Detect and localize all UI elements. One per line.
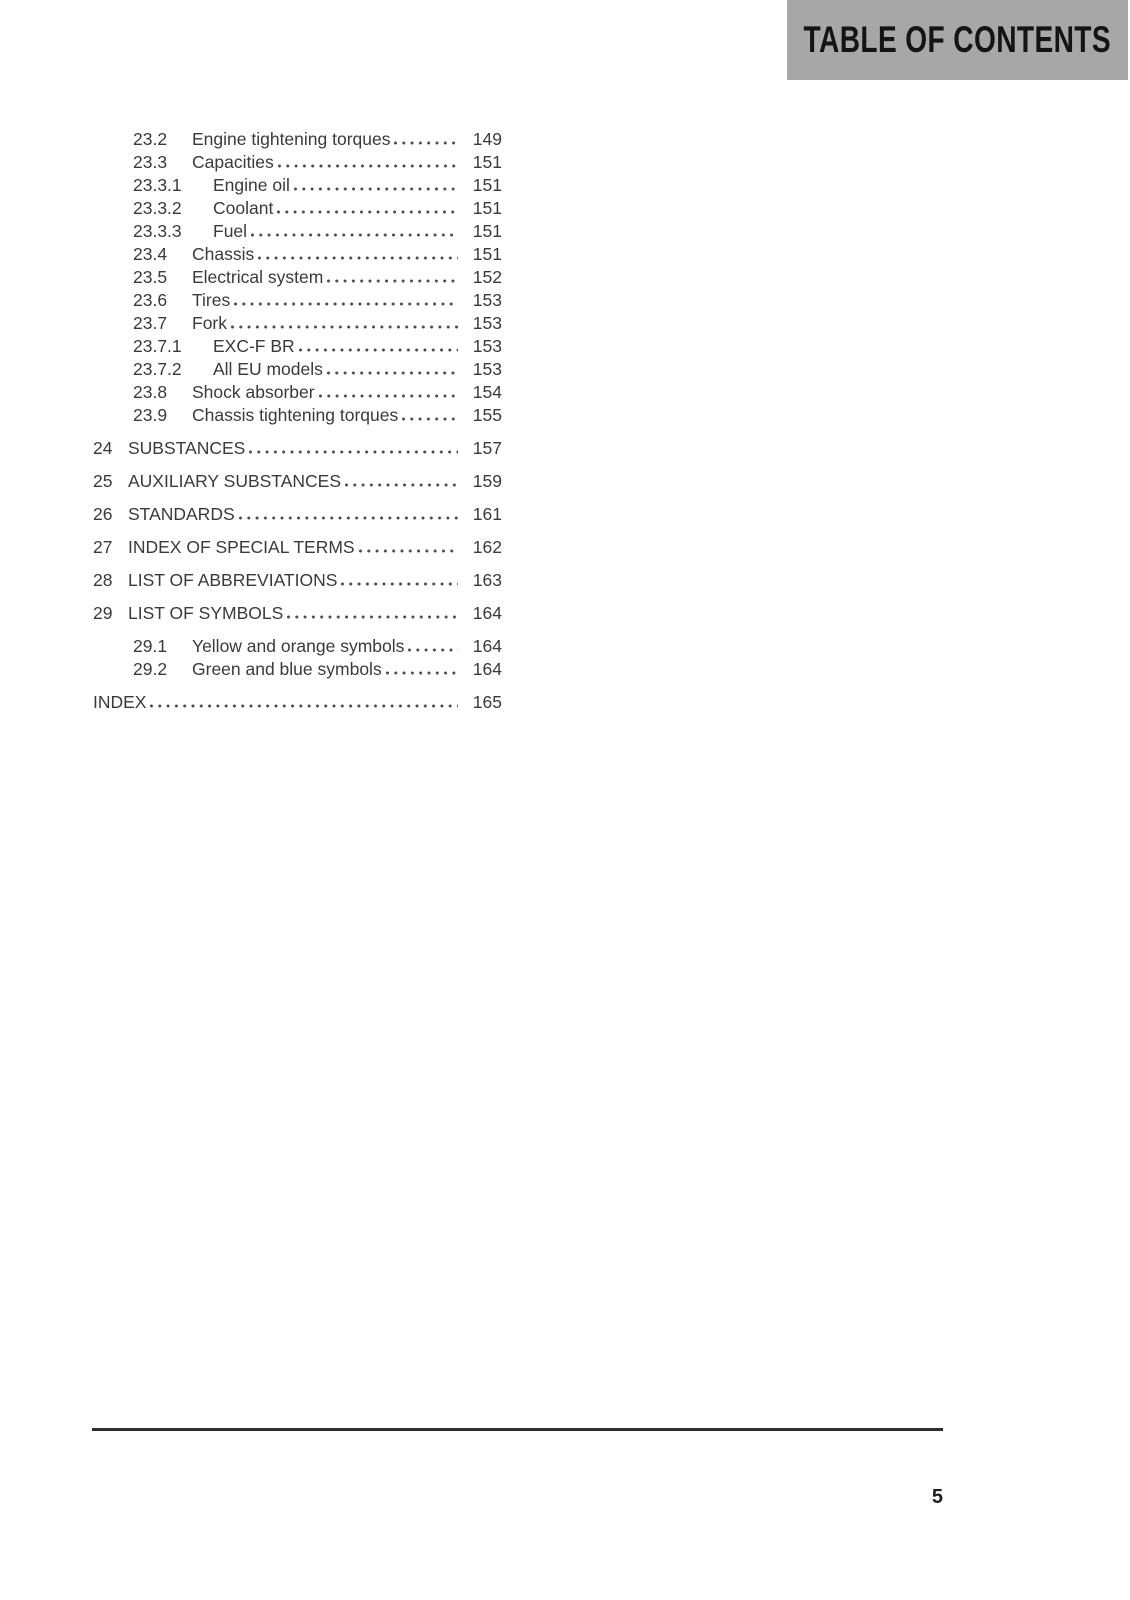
dot-leader [234, 302, 458, 306]
toc-entry-number: 23.3.1 [133, 175, 182, 195]
toc-entry-title: Engine oil [213, 175, 290, 195]
dot-leader [277, 210, 458, 214]
toc-entry-page: 151 [472, 152, 502, 172]
toc-entry-number: 23.5 [133, 267, 168, 287]
page-title: TABLE OF CONTENTS [803, 19, 1112, 60]
dot-leader [287, 615, 458, 619]
toc-entry [93, 358, 502, 381]
dot-leader [359, 549, 458, 553]
toc-entry-page: 164 [472, 636, 502, 656]
toc-entry-page: 159 [472, 471, 502, 491]
toc-entry-number: 24 [93, 438, 113, 458]
toc-entry-page: 163 [472, 570, 502, 590]
dot-leader [402, 417, 458, 421]
toc-entry [93, 635, 502, 658]
toc-entry-page: 153 [472, 336, 502, 356]
toc-entry-title: LIST OF ABBREVIATIONS [128, 570, 338, 590]
toc-entry [93, 691, 502, 714]
toc-entry-number: 23.3.2 [133, 198, 182, 218]
toc-entry [93, 289, 502, 312]
toc-entry [93, 243, 502, 266]
toc-entry [93, 602, 502, 625]
toc-entry-page: 153 [472, 359, 502, 379]
toc-entry-title: STANDARDS [128, 504, 235, 524]
toc-entry-page: 161 [472, 504, 502, 524]
toc-entry-title: INDEX OF SPECIAL TERMS [128, 537, 355, 557]
toc-entry-number: 27 [93, 537, 113, 557]
dot-leader [327, 371, 458, 375]
footer-rule [92, 1428, 943, 1431]
toc-entry-title: Electrical system [192, 267, 324, 287]
dot-leader [319, 394, 458, 398]
dot-leader [231, 325, 458, 329]
dot-leader [258, 256, 458, 260]
toc-entry-number: 23.2 [133, 129, 168, 149]
dot-leader [249, 450, 458, 454]
toc-entry-title: Engine tightening torques [192, 129, 391, 149]
toc-entry [93, 312, 502, 335]
toc-entry-title: Tires [192, 290, 231, 310]
toc-entry-page: 164 [472, 603, 502, 623]
toc-entry [93, 335, 502, 358]
toc-entry-number: 23.3 [133, 152, 168, 172]
toc-entry [93, 658, 502, 681]
toc-entry-page: 165 [472, 692, 502, 712]
toc-entry-number: 23.8 [133, 382, 168, 402]
dot-leader [251, 233, 458, 237]
toc-entry-title: Yellow and orange symbols [192, 636, 405, 656]
toc-entry-number: 28 [93, 570, 113, 590]
toc-entry-number: 23.4 [133, 244, 168, 264]
dot-leader [327, 279, 458, 283]
toc-entry-page: 153 [472, 313, 502, 333]
toc-entry-number: 23.6 [133, 290, 168, 310]
toc-entry [93, 536, 502, 559]
toc-entry-page: 152 [472, 267, 502, 287]
toc-entry-number: 23.7 [133, 313, 168, 333]
toc-entry-title: AUXILIARY SUBSTANCES [128, 471, 341, 491]
toc-entry-page: 164 [472, 659, 502, 679]
toc-entry-number: 23.7.1 [133, 336, 182, 356]
toc-entry-title: Green and blue symbols [192, 659, 382, 679]
dot-leader [294, 187, 458, 191]
header-banner [787, 0, 1128, 80]
toc-entry [93, 503, 502, 526]
toc-entry-title: All EU models [213, 359, 323, 379]
toc-entry [93, 266, 502, 289]
page-number: 5 [931, 1486, 943, 1508]
toc-entry-title: SUBSTANCES [128, 438, 246, 458]
toc-entry [93, 197, 502, 220]
toc-entry-title: LIST OF SYMBOLS [128, 603, 284, 623]
toc-entry [93, 470, 502, 493]
toc-entry [93, 174, 502, 197]
toc-entry [93, 569, 502, 592]
dot-leader [386, 671, 458, 675]
dot-leader [299, 348, 458, 352]
toc-entry-page: 162 [472, 537, 502, 557]
toc-entry-number: 23.3.3 [133, 221, 182, 241]
toc-entry-title: Chassis [192, 244, 255, 264]
toc-entry-title: Chassis tightening torques [192, 405, 399, 425]
toc-entry-title: Fuel [213, 221, 248, 241]
toc-entry-number: 26 [93, 504, 113, 524]
toc-entry-number: 23.7.2 [133, 359, 182, 379]
toc-entry-page: 151 [472, 198, 502, 218]
toc-entry [93, 404, 502, 427]
toc-entry-page: 151 [472, 244, 502, 264]
dot-leader [278, 164, 458, 168]
toc-entry-page: 151 [472, 175, 502, 195]
dot-leader [150, 704, 458, 708]
toc-entry-number: 29.1 [133, 636, 168, 656]
toc-entry-page: 149 [472, 129, 502, 149]
toc-entry-title: Shock absorber [192, 382, 315, 402]
toc-entry-number: 29 [93, 603, 113, 623]
toc-entry-title: Capacities [192, 152, 274, 172]
dot-leader [408, 648, 458, 652]
dot-leader [345, 483, 458, 487]
toc-list [93, 128, 502, 714]
toc-entry-page: 154 [472, 382, 502, 402]
toc-entry-page: 153 [472, 290, 502, 310]
toc-entry-title: Fork [192, 313, 227, 333]
toc-entry [93, 437, 502, 460]
toc-entry-page: 157 [472, 438, 502, 458]
toc-entry-page: 155 [472, 405, 502, 425]
toc-entry-number: 25 [93, 471, 113, 491]
toc-entry [93, 381, 502, 404]
toc-entry [93, 220, 502, 243]
toc-entry [93, 128, 502, 151]
toc-entry-number: 23.9 [133, 405, 168, 425]
toc-entry-page: 151 [472, 221, 502, 241]
toc-entry-title: EXC-F BR [213, 336, 295, 356]
toc-entry [93, 151, 502, 174]
dot-leader [341, 582, 458, 586]
toc-entry-title: INDEX [93, 692, 147, 712]
dot-leader [239, 516, 458, 520]
toc-entry-title: Coolant [213, 198, 274, 218]
toc-entry-number: 29.2 [133, 659, 168, 679]
dot-leader [394, 141, 458, 145]
